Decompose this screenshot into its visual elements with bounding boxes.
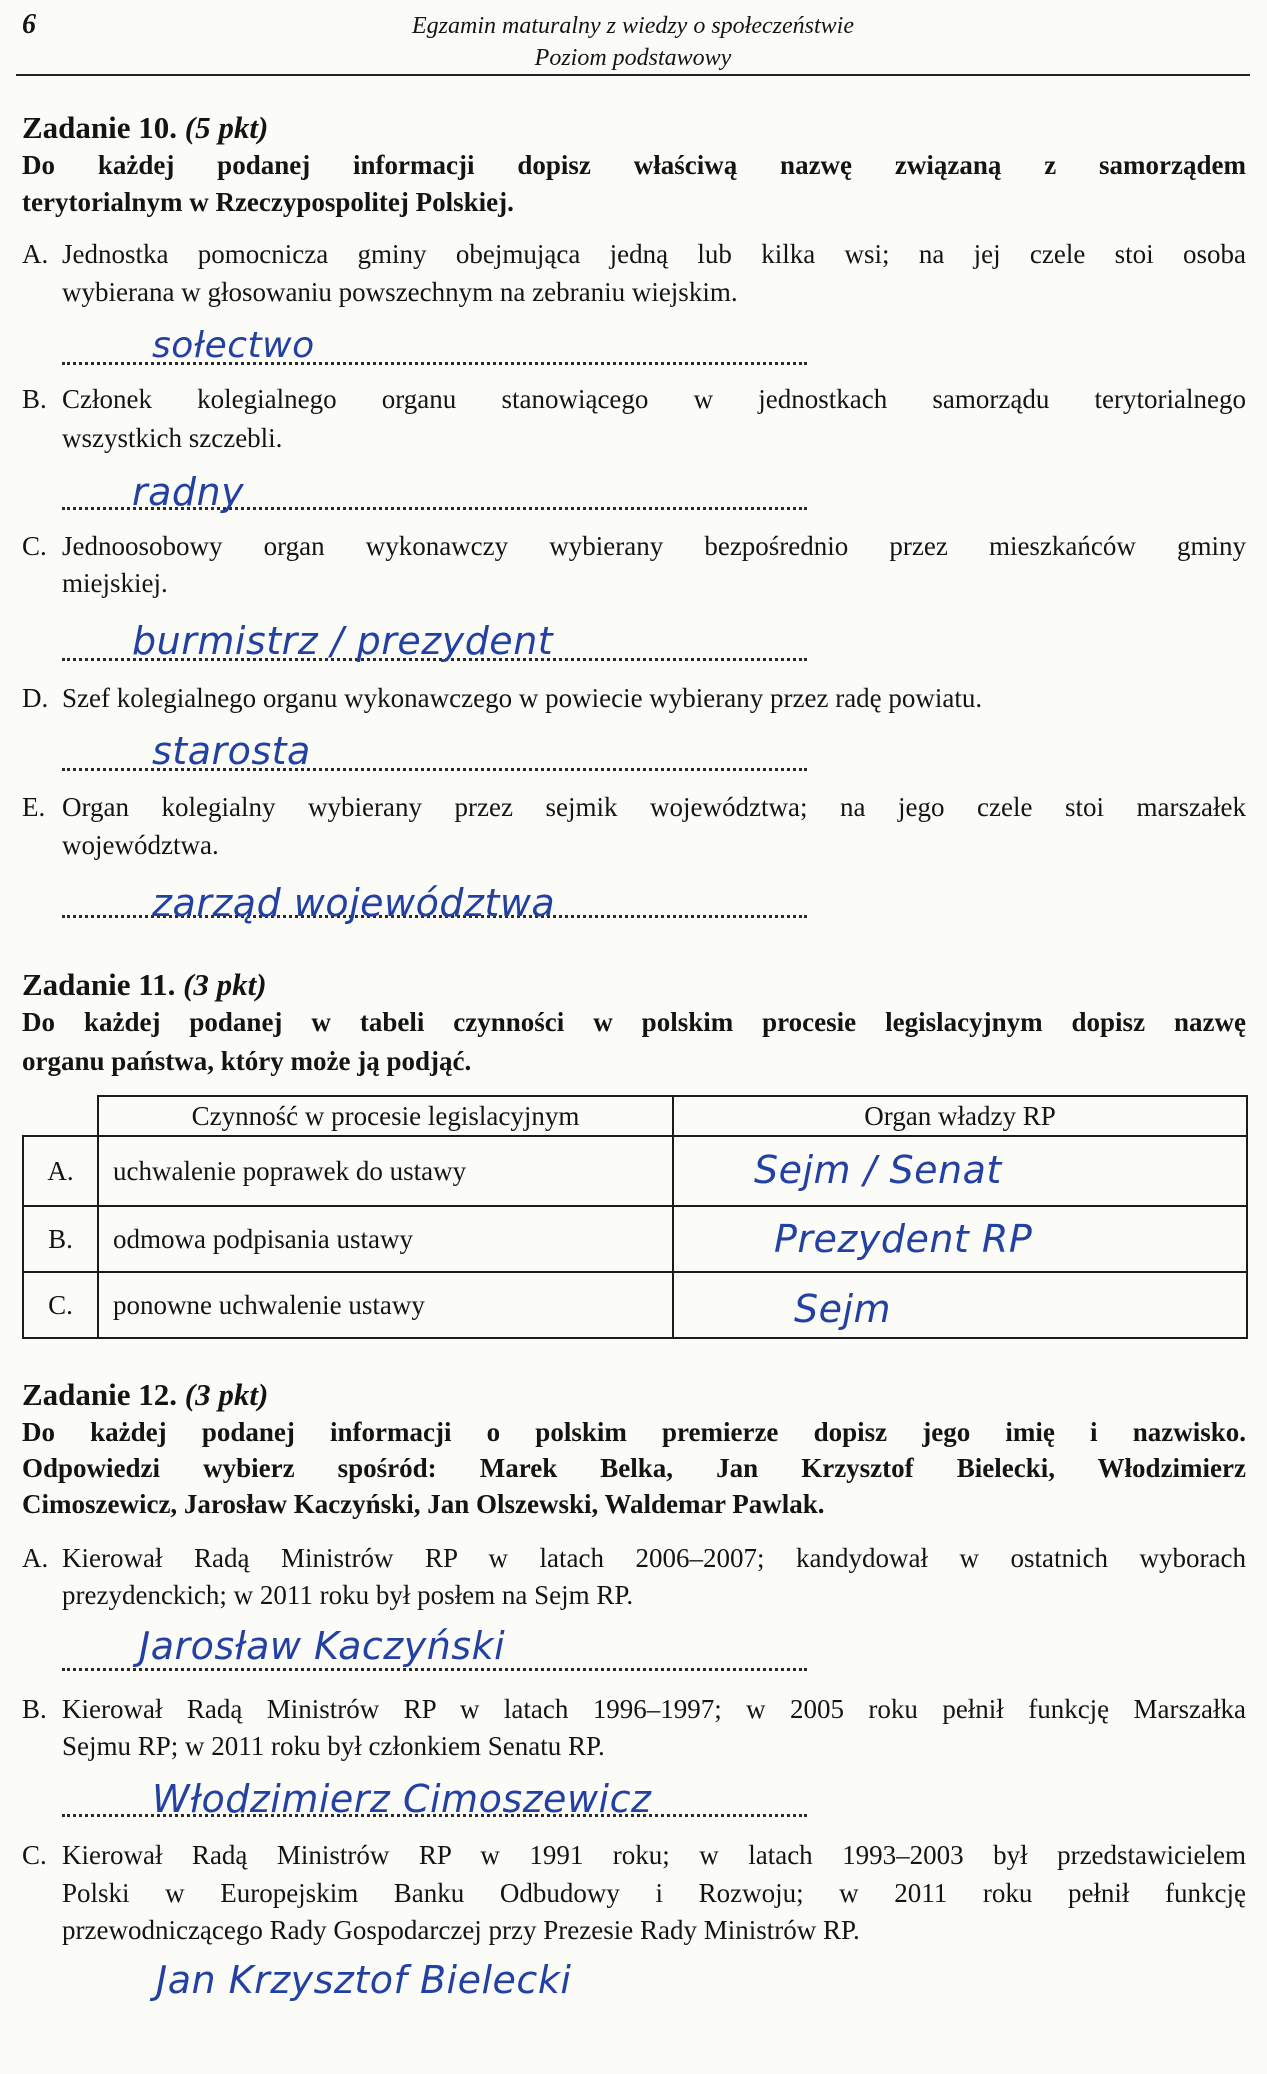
task-12-title: Zadanie 12. (22, 1377, 178, 1412)
exam-title: Egzamin maturalny z wiedzy o społeczeństwie (412, 13, 854, 39)
item-letter: D. (22, 683, 49, 713)
item-text-line: prezydenckich; w 2011 roku był posłem na Sejm RP. (62, 1580, 634, 1610)
task-10-instruction-line: terytorialnym w Rzeczypospolitej Polskiej. (22, 187, 514, 217)
item-text-line: Organ kolegialny wybierany przez sejmik województwa; na jego czele stoi marszałek (62, 792, 1246, 822)
task-10-heading (22, 108, 268, 148)
page-number: 6 (22, 9, 36, 40)
item-text-line: Jednostka pomocnicza gminy obejmująca jedną lub kilka wsi; na jej czele stoi osoba (62, 239, 1246, 269)
item-letter: A. (22, 239, 49, 269)
item-text-line: Sejmu RP; w 2011 roku był członkiem Senatu RP. (62, 1731, 605, 1761)
table-header-organ: Organ władzy RP (673, 1096, 1247, 1136)
table-row-action: uchwalenie poprawek do ustawy (98, 1136, 673, 1206)
table-row (23, 1272, 1247, 1338)
handwritten-answer: radny (132, 470, 245, 514)
handwritten-answer: starosta (152, 729, 311, 773)
table-row (23, 1136, 1247, 1206)
item-text-line: Polski w Europejskim Banku Odbudowy i Rozwoju; w 2011 roku pełnił funkcję (62, 1878, 1246, 1908)
table-row (23, 1206, 1247, 1272)
task-10-instruction-line: Do każdej podanej informacji dopisz właściwą nazwę związaną z samorządem (22, 150, 1246, 180)
task-12-points: (3 pkt) (184, 1377, 269, 1412)
item-letter: B. (22, 384, 47, 414)
handwritten-answer: Sejm / Senat (754, 1148, 1002, 1192)
table-row-letter: C. (23, 1272, 98, 1338)
task-11-instruction-line: Do każdej podanej w tabeli czynności w polskim procesie legislacyjnym dopisz nazwę (22, 1007, 1246, 1037)
table-row-action: ponowne uchwalenie ustawy (98, 1272, 673, 1338)
item-letter: E. (22, 792, 46, 822)
task-12-instruction-line: Odpowiedzi wybierz spośród: Marek Belka, Jan Krzysztof Bielecki, Włodzimierz (22, 1453, 1246, 1483)
task-11-title: Zadanie 11. (22, 967, 176, 1002)
task-10-points: (5 pkt) (184, 110, 269, 145)
item-letter: C. (22, 531, 47, 561)
table-header-row (23, 1096, 1247, 1136)
item-text-line: Członek kolegialnego organu stanowiącego w jednostkach samorządu terytorialnego (62, 384, 1246, 414)
handwritten-answer: Włodzimierz Cimoszewicz (152, 1777, 652, 1821)
handwritten-answer: sołectwo (152, 325, 315, 366)
item-text-line: miejskiej. (62, 568, 168, 598)
item-text-line: Jednoosobowy organ wykonawczy wybierany bezpośrednio przez mieszkańców gminy (62, 531, 1246, 561)
handwritten-answer: Jarosław Kaczyński (139, 1624, 506, 1668)
table-row-letter: A. (23, 1136, 98, 1206)
item-text-line: Szef kolegialnego organu wykonawczego w powiecie wybierany przez radę powiatu. (62, 683, 983, 713)
handwritten-answer: Sejm (794, 1287, 892, 1331)
task-12-heading (22, 1375, 268, 1415)
task-12-instruction-line: Do każdej podanej informacji o polskim premierze dopisz jego imię i nazwisko. (22, 1417, 1246, 1447)
task-11-instruction-line: organu państwa, który może ją podjąć. (22, 1046, 472, 1076)
table-row-action: odmowa podpisania ustawy (98, 1206, 673, 1272)
handwritten-answer: burmistrz / prezydent (132, 619, 554, 663)
handwritten-answer: Prezydent RP (774, 1217, 1033, 1261)
item-text-line: Kierował Radą Ministrów RP w latach 1996–1997; w 2005 roku pełnił funkcję Marszałka (62, 1694, 1246, 1724)
task-11-heading (22, 965, 267, 1005)
item-text-line: województwa. (62, 830, 219, 860)
legislative-table (22, 1095, 1248, 1339)
handwritten-answer: zarząd województwa (152, 881, 556, 925)
item-text-line: wszystkich szczebli. (62, 423, 283, 453)
header-divider (16, 74, 1250, 76)
item-letter: C. (22, 1840, 47, 1870)
item-text-line: przewodniczącego Rady Gospodarczej przy Prezesie Rady Ministrów RP. (62, 1915, 860, 1945)
item-text-line: Kierował Radą Ministrów RP w latach 2006–2007; kandydował w ostatnich wyborach (62, 1543, 1246, 1573)
task-10-title: Zadanie 10. (22, 110, 178, 145)
exam-level: Poziom podstawowy (534, 45, 732, 71)
table-header-action: Czynność w procesie legislacyjnym (98, 1096, 673, 1136)
table-row-answer-cell (673, 1272, 1247, 1338)
table-row-letter: B. (23, 1206, 98, 1272)
table-header-blank (23, 1096, 98, 1136)
handwritten-answer: Jan Krzysztof Bielecki (156, 1958, 572, 2002)
item-letter: A. (22, 1543, 49, 1573)
item-text-line: Kierował Radą Ministrów RP w 1991 roku; w latach 1993–2003 był przedstawicielem (62, 1840, 1246, 1870)
item-letter: B. (22, 1694, 47, 1724)
item-text-line: wybierana w głosowaniu powszechnym na zebraniu wiejskim. (62, 277, 738, 307)
task-12-instruction-line: Cimoszewicz, Jarosław Kaczyński, Jan Olszewski, Waldemar Pawlak. (22, 1489, 825, 1519)
task-11-points: (3 pkt) (183, 967, 267, 1002)
